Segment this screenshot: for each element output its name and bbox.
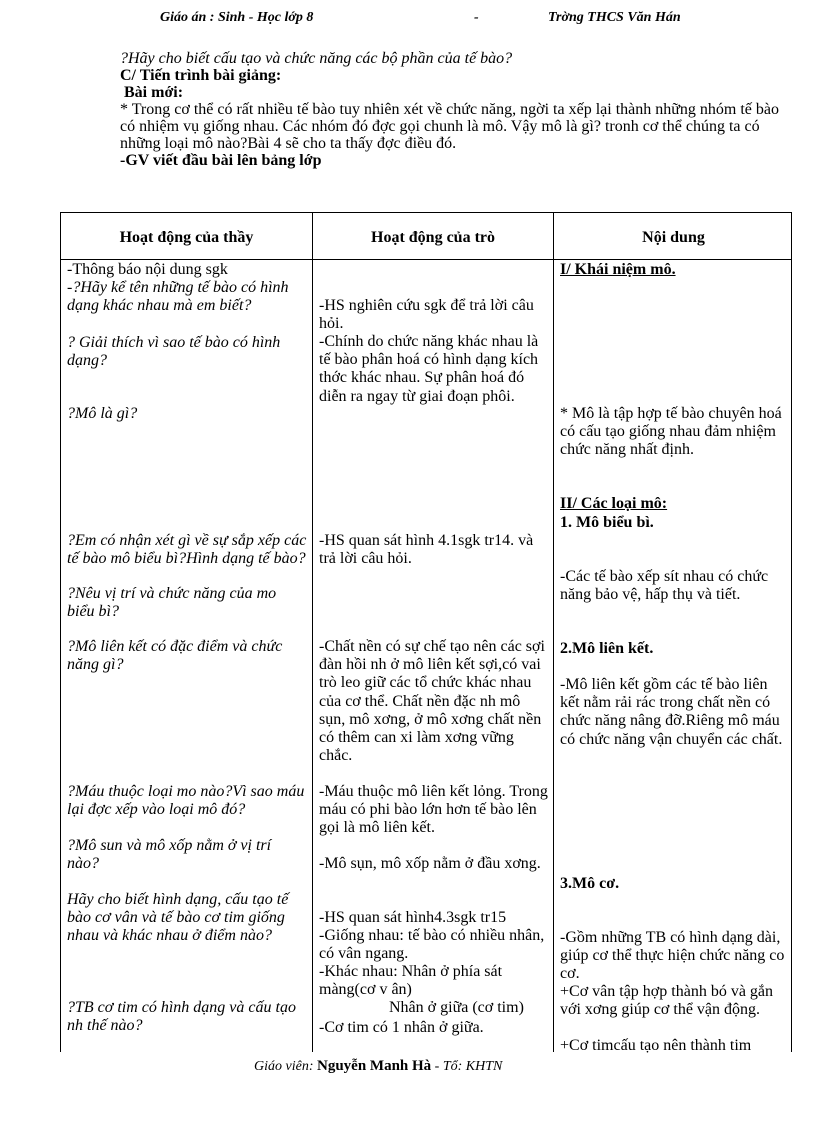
teacher-2: -?Hãy kể tên những tế bào có hình dạng khác nhau mà em biết? [67, 279, 289, 315]
student-11: -Cơ tim có 1 nhân ở giữa. [319, 1019, 484, 1036]
teacher-10: Hãy cho biết hình dạng, cấu tạo tế bào cơ vân và tế bào cơ tim giống nhau và khác nhau ở điểm nào? [67, 891, 289, 945]
content-heading-1: I/ Khái niệm mô. [560, 261, 676, 278]
header-dot: - [474, 10, 479, 25]
content-2: -Các tế bào xếp sít nhau có chức năng bảo vệ, hấp thụ và tiết. [560, 568, 769, 604]
footer-teacher-name: Nguyễn Manh Hà [316, 1058, 432, 1074]
teacher-8: ?Máu thuộc loại mo nào?Vì sao máu lại đợc xếp vào loại mô đó? [67, 783, 305, 819]
header-right: Trờng THCS Văn Hán [548, 10, 681, 25]
content-5: +Cơ vân tập hợp thành bó và gắn với xơng giúp cơ thể vận động. [560, 983, 774, 1019]
col-header-student: Hoạt động của trò [371, 229, 495, 246]
student-9: -Khác nhau: Nhân ở phía sát màng(cơ v ân) [319, 963, 503, 999]
intro [120, 50, 785, 169]
teacher-4: ?Mô là gì? [67, 405, 138, 422]
content-heading-2: II/ Các loại mô: [560, 495, 668, 512]
intro-lesson: Bài mới: [124, 84, 184, 101]
student-2: -Chính do chức năng khác nhau là tế bào phân hoá có hình dạng kích thớc khác nhau. Sự phân hoá đó diễn ra ngay từ giai đoạn phôi. [319, 333, 539, 405]
content-heading-5: 3.Mô cơ. [560, 875, 620, 892]
intro-section: C/ Tiến trình bài giảng: [120, 67, 282, 84]
teacher-6: ?Nêu vị trí và chức năng của mo biểu bì? [67, 585, 277, 621]
footer-label: Giáo viên: [254, 1059, 314, 1074]
student-1: -HS nghiên cứu sgk để trả lời câu hỏi. [319, 297, 534, 333]
student-3: -HS quan sát hình 4.1sgk tr14. và trả lời câu hỏi. [319, 532, 534, 568]
student-5: -Máu thuộc mô liên kết lỏng. Trong máu có phi bào lớn hơn tế bào lên gọi là mô liên kết. [319, 783, 548, 837]
student-7: -HS quan sát hình4.3sgk tr15 [319, 909, 507, 926]
teacher-5: ?Em có nhận xét gì về sự sắp xếp các tế bào mô biểu bì?Hình dạng tế bào? [67, 532, 307, 568]
content-6: +Cơ timcấu tạo nên thành tim [560, 1037, 752, 1054]
student-4: -Chất nền có sự chế tạo nên các sợi đàn hồi nh ở mô liên kết sợi,có vai trò leo giữ các tổ chức khác nhau của cơ thể. Chất nền đặc nh mô sụn, mô xơng, ở mô xơng chất nền có thêm can xi làm xơng vững chắc. [319, 638, 545, 765]
footer [254, 1058, 502, 1075]
lesson-table [60, 212, 792, 1052]
student-8: -Giống nhau: tế bào có nhiều nhân, có vân ngang. [319, 927, 545, 963]
header-left: Giáo án : Sinh - Học lớp 8 [160, 10, 314, 25]
teacher-1: -Thông báo nội dung sgk [67, 261, 228, 278]
content-heading-3: 1. Mô biểu bì. [560, 514, 654, 531]
student-10: Nhân ở giữa (cơ tim) [389, 999, 524, 1016]
teacher-11: ?TB cơ tim có hình dạng và cấu tạo nh thế nào? [67, 999, 296, 1035]
content-1: * Mô là tập hợp tế bào chuyên hoá có cấu tạo giống nhau đảm nhiệm chức năng nhất định. [560, 405, 782, 459]
col-header-content: Nội dung [642, 229, 705, 246]
col-header-teacher: Hoạt động của thầy [119, 229, 254, 246]
content-heading-4: 2.Mô liên kết. [560, 640, 654, 657]
footer-group: - Tổ: KHTN [434, 1059, 503, 1074]
intro-board: -GV viết đầu bài lên bảng lớp [120, 152, 322, 169]
student-6: -Mô sụn, mô xốp nằm ở đầu xơng. [319, 855, 541, 872]
intro-question: ?Hãy cho biết cấu tạo và chức năng các bộ phần của tế bào? [120, 50, 513, 67]
teacher-7: ?Mô liên kết có đặc điểm và chức năng gì? [67, 638, 283, 674]
teacher-3: ? Giải thích vì sao tế bào có hình dạng? [67, 334, 281, 370]
content-3: -Mô liên kết gồm các tế bào liên kết nằm rải rác trong chất nền có chức năng nâng đỡ.Riêng mô máu có chức năng vận chuyển các chất. [560, 676, 783, 748]
content-4: -Gồm những TB có hình dạng dài, giúp cơ thể thực hiện chức năng co cơ. [560, 929, 785, 983]
intro-paragraph: * Trong cơ thể có rất nhiều tế bào tuy nhiên xét về chức năng, ngời ta xếp lại thành những nhóm tế bào có nhiệm vụ giống nhau. Các nhóm đó đợc gọi chunh là mô. Vậy mô là gì? tronh cơ thể chúng ta có những loại mô nào?Bài 4 sẽ cho ta thấy đợc điều đó. [120, 101, 780, 152]
teacher-9: ?Mô sun và mô xốp nằm ở vị trí nào? [67, 837, 272, 873]
